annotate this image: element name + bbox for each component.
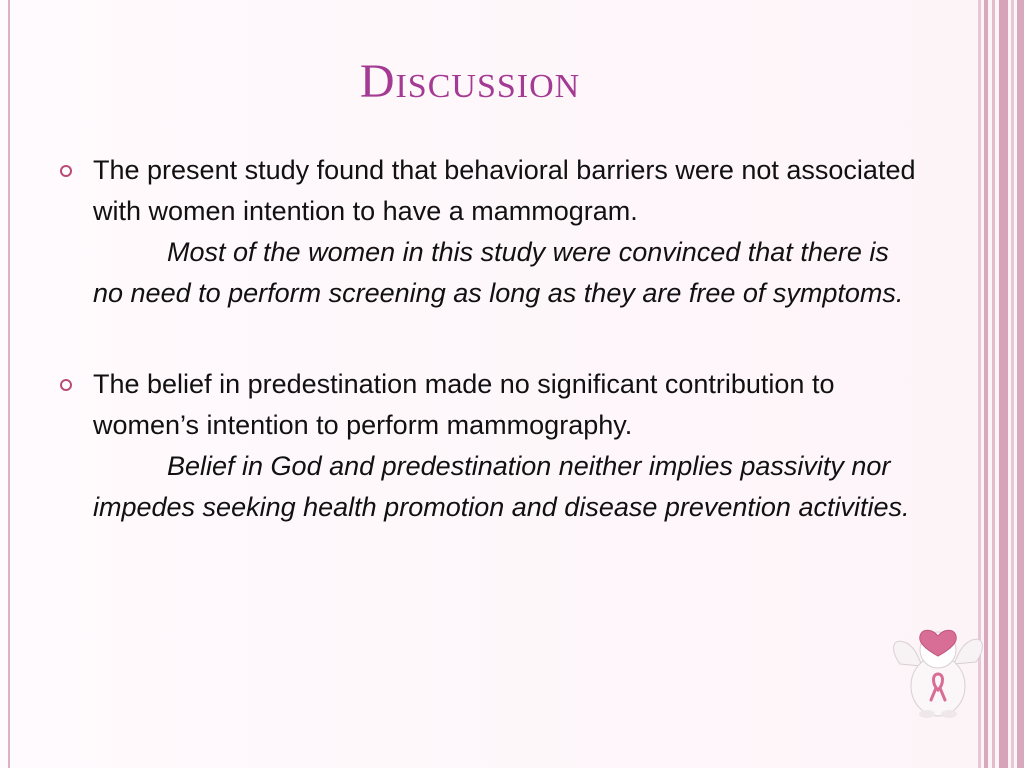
- ring-bullet-icon: [60, 165, 72, 177]
- bullet-item: [60, 364, 920, 528]
- bullet-text: The present study found that behavioral barriers were not associated with women intention to have a mammogram.: [93, 155, 916, 226]
- bullet-note: Most of the women in this study were convinced that there is no need to perform screening as long as they are free of symptoms.: [93, 237, 904, 308]
- bullet-list: [60, 150, 920, 528]
- angel-with-pink-ribbon-icon: [890, 616, 986, 720]
- stripe: [999, 0, 1008, 768]
- bullet-item: [60, 150, 920, 314]
- stripe: [992, 0, 995, 768]
- left-border: [8, 0, 10, 768]
- stripe: [1011, 0, 1014, 768]
- ring-bullet-icon: [60, 379, 72, 391]
- bullet-text: The belief in predestination made no significant contribution to women’s intention to perform mammography.: [93, 369, 835, 440]
- bullet-note: Belief in God and predestination neither implies passivity nor impedes seeking health promotion and disease prevention activities.: [93, 451, 910, 522]
- slide-title: Discussion: [359, 55, 581, 108]
- stripe: [1017, 0, 1024, 768]
